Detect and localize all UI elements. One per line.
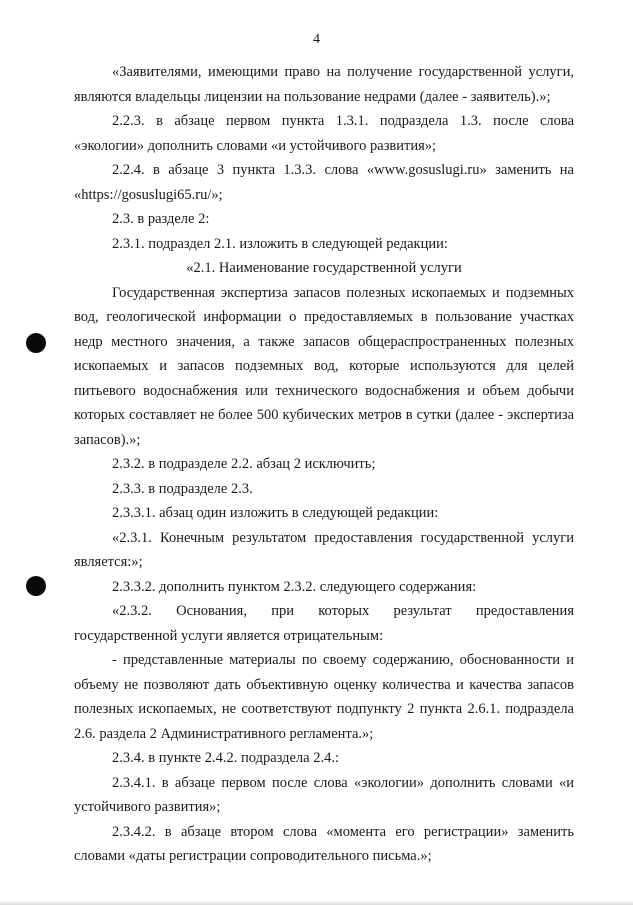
paragraph: 2.3.1. подраздел 2.1. изложить в следующей редакции: [112, 235, 448, 252]
section-heading: «2.1. Наименование государственной услуги [186, 260, 462, 276]
paragraph: 2.3.4. в пункте 2.4.2. подраздела 2.4.: [112, 750, 340, 766]
paragraph: 2.3.3.1. абзац один изложить в следующей редакции: [112, 505, 439, 521]
paragraph: 2.3.4.1. в абзаце первом после слова «экологии» дополнить словами «и устойчивого развития»; [74, 774, 574, 815]
paragraph: Государственная экспертиза запасов полезных ископаемых и подземных вод, геологической информации о предоставляемых в пользование участках недр местного значения, а также запасов общераспространенных полезных ископаемых и запасов подземных вод, которые используются для целей питьевого водоснабжения или технического водоснабжения и объем добычи которых составляет не более 500 кубических метров в сутки (далее - экспертиза запасов).»; [74, 284, 574, 448]
punch-hole-mark [26, 333, 46, 353]
paragraph: 2.2.4. в абзаце 3 пункта 1.3.3. слова «www.gosuslugi.ru» заменить на «https://gosuslugi65.ru/»; [74, 162, 574, 203]
paragraph: 2.3.3.2. дополнить пунктом 2.3.2. следующего содержания: [112, 578, 477, 595]
paragraph: «2.3.2. Основания, при которых результат предоставления государственной услуги является отрицательным: [74, 603, 574, 644]
paragraph: - представленные материалы по своему содержанию, обоснованности и объему не позволяют дать объективную оценку количества и качества запасов полезных ископаемых, не соответствуют подпункту 2 пункта 2.6.1. подраздела 2.6. раздела 2 Административного регламента.»; [74, 652, 574, 742]
paragraph: «2.3.1. Конечным результатом предоставления государственной услуги является:»; [74, 529, 574, 570]
paragraph: 2.3.4.2. в абзаце втором слова «момента его регистрации» заменить словами «даты регистрации сопроводительного письма.»; [74, 823, 574, 864]
document-body [74, 60, 574, 869]
paragraph: 2.3. в разделе 2: [112, 211, 210, 227]
punch-hole-mark [26, 576, 46, 596]
paragraph: 2.2.3. в абзаце первом пункта 1.3.1. подраздела 1.3. после слова «экологии» дополнить словами «и устойчивого развития»; [74, 113, 574, 154]
page-bottom-edge [0, 901, 633, 905]
paragraph: 2.3.3. в подразделе 2.3. [112, 480, 253, 497]
paragraph: 2.3.2. в подразделе 2.2. абзац 2 исключить; [112, 456, 376, 472]
page-number: 4 [313, 32, 320, 47]
paragraph: «Заявителями, имеющими право на получение государственной услуги, являются владельцы лицензии на пользование недрами (далее - заявитель).»; [74, 64, 574, 105]
